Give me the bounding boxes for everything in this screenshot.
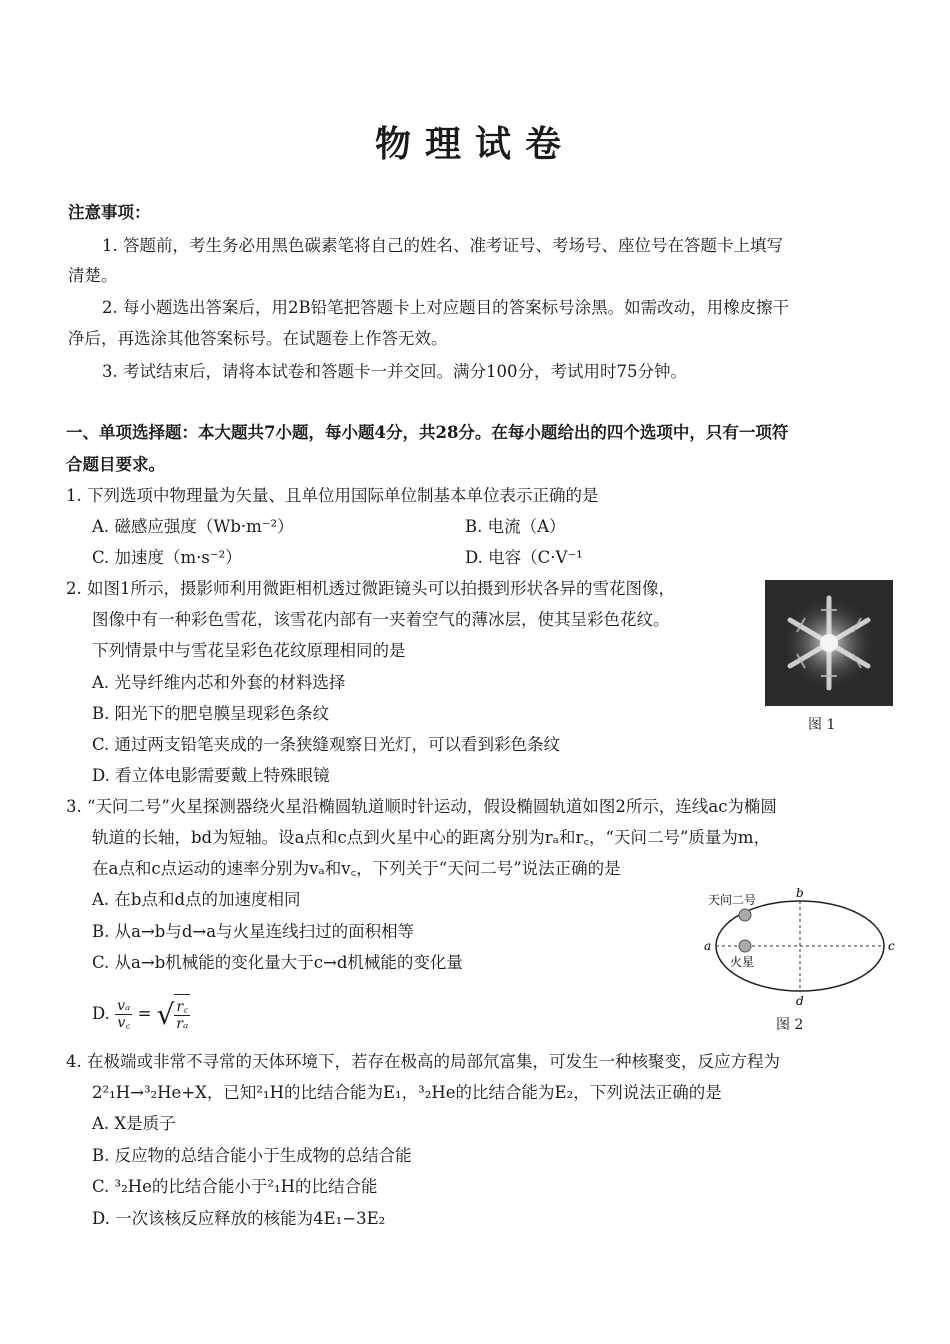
option-a: A. 光导纤维内芯和外套的材料选择 [92,673,346,692]
point-c: c [888,939,895,953]
option-a: A. 在b点和d点的加速度相同 [92,890,301,909]
probe-label: 天问二号 [708,893,757,907]
section-heading: 一、单项选择题：本大题共7小题，每小题4分，共28分。在每小题给出的四个选项中，只有一项符 [66,423,789,442]
sqrt-icon: √ [156,997,175,1031]
notice-line: 1. 答题前，考生务必用黑色碳素笔将自己的姓名、准考证号、考场号、座位号在答题卡上填写 [102,236,783,255]
option-c: C. ³₂He的比结合能小于²₁H的比结合能 [92,1177,378,1196]
option-c: C. 从a→b机械能的变化量大于c→d机械能的变化量 [92,953,463,972]
figure-caption: 图 2 [776,1017,804,1033]
question-stem: 1. 下列选项中物理量为矢量、且单位用国际单位制基本单位表示正确的是 [66,486,599,505]
option-b: B. 从a→b与d→a与火星连线扫过的面积相等 [92,922,415,941]
numerator: vₐ [117,998,131,1014]
question-stem: 3. “天问二号”火星探测器绕火星沿椭圆轨道顺时针运动，假设椭圆轨道如图2所示，连线ac为椭圆 [66,797,777,816]
probe-marker [739,909,751,921]
option-label: D. [92,1004,110,1023]
equals-sign: = [137,1004,152,1023]
notice-line: 3. 考试结束后，请将本试卷和答题卡一并交回。满分100分，考试用时75分钟。 [102,362,687,381]
fraction-v [115,998,132,1031]
option-a: A. X是质子 [92,1114,176,1133]
question-stem: 图像中有一种彩色雪花，该雪花内部有一夹着空气的薄冰层，使其呈彩色花纹。 [92,610,670,629]
planet-marker [739,940,751,952]
option-b: B. 阳光下的肥皂膜呈现彩色条纹 [92,704,330,723]
denominator: v꜀ [117,1015,131,1031]
notice-line: 净后，再选涂其他答案标号。在试题卷上作答无效。 [68,329,448,348]
denominator: rₐ [176,1016,189,1032]
planet-label: 火星 [730,955,755,969]
section-heading: 合题目要求。 [66,455,165,474]
page-title: 物理试卷 [374,123,575,165]
question-stem: 2²₁H→³₂He+X，已知²₁H的比结合能为E₁，³₂He的比结合能为E₂，下列说法正确的是 [92,1083,722,1102]
point-d: d [796,994,804,1008]
option-d: D. 电容（C·V⁻¹ [465,548,583,567]
notice-line: 2. 每小题选出答案后，用2B铅笔把答题卡上对应题目的答案标号涂黑。如需改动，用橡皮擦干 [102,298,790,317]
point-b: b [796,886,804,900]
option-c: C. 通过两支铅笔夹成的一条狭缝观察日光灯，可以看到彩色条纹 [92,735,561,754]
question-stem: 4. 在极端或非常不寻常的天体环境下，若存在极高的局部氘富集，可发生一种核聚变，反应方程为 [66,1052,780,1071]
option-a: A. 磁感应强度（Wb·m⁻²） [92,517,294,536]
question-stem: 轨道的长轴，bd为短轴。设a点和c点到火星中心的距离分别为rₐ和r꜀，“天问二号”质量为m， [92,828,771,847]
numerator: r꜀ [176,999,189,1015]
option-d: D. 一次该核反应释放的核能为4E₁−3E₂ [92,1209,386,1228]
option-b: B. 电流（A） [465,517,566,536]
orbit-diagram [700,884,900,1010]
figure-caption: 图 1 [808,717,836,733]
option-b: B. 反应物的总结合能小于生成物的总结合能 [92,1146,412,1165]
snowflake-photo [765,580,893,706]
option-c: C. 加速度（m·s⁻²） [92,548,242,567]
point-a: a [704,939,712,953]
notice-heading: 注意事项： [68,203,151,222]
question-stem: 下列情景中与雪花呈彩色花纹原理相同的是 [92,641,406,660]
option-d [92,994,190,1035]
option-d: D. 看立体电影需要戴上特殊眼镜 [92,766,330,785]
notice-line: 清楚。 [68,266,118,285]
question-stem: 在a点和c点运动的速率分别为vₐ和v꜀，下列关于“天问二号”说法正确的是 [92,859,621,878]
question-stem: 2. 如图1所示，摄影师利用微距相机透过微距镜头可以拍摄到形状各异的雪花图像， [66,579,675,598]
fraction-r [174,999,190,1032]
